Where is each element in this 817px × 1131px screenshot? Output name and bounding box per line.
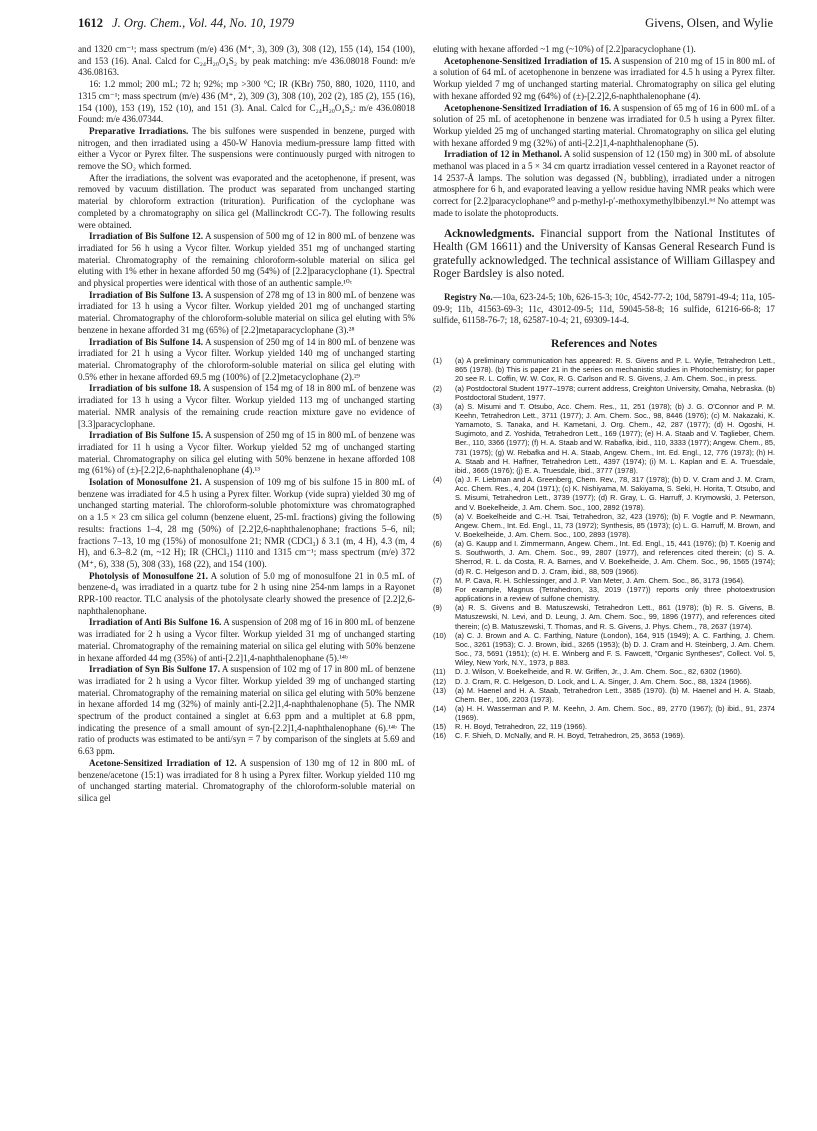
references-list [433, 356, 775, 741]
reference-item: (10) (a) C. J. Brown and A. C. Farthing, Nature (London), 164, 915 (1949); A. C. Farthing, J. Chem. Soc., 3261 (1953); C. J. Brown, ibid., 3265 (1953); (b) D. J. Cram and H. Steinberg, J. Am. Chem. Soc., 73, 5691 (1951); (c) H. E. Winberg and F. S. Fawcett, "Organic Syntheses", Collect. Vol. 5, Wiley, New York, N.Y., 1973, p 883. [433, 630, 775, 668]
header-left [78, 16, 294, 31]
paragraph: Acetone-Sensitized Irradiation of 12. A suspension of 130 mg of 12 in 800 mL of benzene/acetone (15:1) was irradiated for 8 h using a Pyrex filter. Workup yielded 110 mg of unchanged starting material. Chromatography of the chloroform-soluble material on silica gel [78, 757, 415, 803]
reference-item: (11) D. J. Wilson, V. Boekelheide, and R. W. Griffen, Jr., J. Am. Chem. Soc., 82, 6302 (1960). [433, 667, 742, 677]
header-authors: Givens, Olsen, and Wylie [645, 16, 773, 30]
paragraph: Acetophenone-Sensitized Irradiation of 16. A suspension of 65 mg of 16 in 600 mL of a solution of 25 mL of acetophenone in benzene was irradiated for 0.5 h using a Pyrex filter. Workup yielded 25 mg of unchanged starting material. Chromatography on silica gel eluting with hexane afforded 9 mg (32%) of anti-[2.2]1,4-naphthalenophane (5). [433, 102, 775, 148]
running-header [78, 16, 773, 36]
reference-item: (4) (a) J. F. Liebman and A. Greenberg, Chem. Rev., 78, 317 (1978); (b) D. V. Cram and J. M. Cram, Acc. Chem. Res., 4, 204 (1971); (c) K. Nishiyama, M. Sakiyama, S. Seki, H. Horita, T. Otsubo, and S. Misumi, Tetrahedron Lett., 3739 (1977); (d) R. Gray, L. G. Harruff, J. Krymowski, J. Peterson, and V. Boekelheide, J. Am. Chem. Soc., 100, 2892 (1978). [433, 475, 775, 512]
paragraph: Irradiation of Bis Sulfone 12. A suspension of 500 mg of 12 in 800 mL of benzene was irradiated for 56 h using a Vycor filter. Workup yielded 351 mg of unchanged starting material. Chromatography of the remaining chloroform-soluble material on silica gel eluting with 1% ether in hexane afforded 50 mg (54%) of [2.2]paracyclophane (1). Spectral and physical properties were identical with those of an authentic sample.¹⁰ᶜ [78, 231, 415, 289]
reference-item: (7) M. P. Cava, R. H. Schlessinger, and J. P. Van Meter, J. Am. Chem. Soc., 86, 3173 (1964). [433, 575, 745, 585]
journal-citation: J. Org. Chem., Vol. 44, No. 10, 1979 [112, 16, 294, 30]
reference-item: (8) For example, Magnus (Tetrahedron, 33, 2019 (1977)) reports only three photoextrusion applications in a review of sulfone chemistry. [433, 584, 775, 604]
reference-item: (13) (a) M. Haenel and H. A. Staab, Tetrahedron Lett., 3585 (1970). (b) M. Haenel and H. A. Staab, Chem. Ber., 106, 2203 (1973). [433, 685, 775, 704]
paragraph: Irradiation of 12 in Methanol. A solid suspension of 12 (150 mg) in 300 mL of absolute methanol was placed in a 5 × 34 cm quartz irradiation vessel centered in a Rayonet reactor of 14 2537-Å lamps. The solution was degassed (N₂ bubbling), irradiated under a nitrogen atmosphere for 6 h, and evaporated leaving a yellow residue having NMR peaks which were correct for [2.2]paracyclophane¹⁰ and p-methyl-p′-methoxymethylbibenzyl.⁶ᵈ No attempt was made to isolate the photoproducts. [433, 149, 775, 218]
reference-item: (5) (a) V. Boekelheide and C.-H. Tsai, Tetrahedron, 32, 423 (1976); (b) F. Vogtle and P. Newmann, Angew. Chem., Int. Ed. Engl., 11, 73 (1972); Synthesis, 85 (1973); (c) L. G. Harruff, M. Brown, and V. Boekelheide, J. Am. Chem. Soc., 100, 2893 (1978). [433, 511, 775, 539]
left-column [78, 44, 415, 1114]
paragraph: 16: 1.2 mmol; 200 mL; 72 h; 92%; mp >300 °C; IR (KBr) 750, 880, 1020, 1110, and 1315 cm⁻¹; mass spectrum (m/e) 436 (M⁺, 2), 309 (3), 308 (10), 202 (2), 185 (2), 155 (16), 154 (100), 153 (19), 152 (10), and 151 (3). Anal. Calcd for C₂₄H₂₀O₄S₂: m/e 436.08018 Found: m/e 436.07344. [78, 79, 415, 125]
paragraph: Irradiation of Syn Bis Sulfone 17. A suspension of 102 mg of 17 in 800 mL of benzene was irradiated for 2 h using a Vycor filter. Workup yielded 39 mg of unchanged starting material. Chromatography of the remaining material on silica gel eluting with 50% benzene in hexane afforded 14 mg (32%) of mainly anti-[2.2]1,4-naphthalenophane (5). The NMR spectrum of the product contained a singlet at 6.63 ppm and a multiplet at 6.8 ppm, indicating the presence of a small amount of syn-[2.2]1,4-naphthalenophane (6).¹⁴ᵇ The ratio of products was estimated to be anti/syn = 7 by comparison of the singlets at 5.69 and 6.63 ppm. [78, 664, 415, 757]
paragraph: Photolysis of Monosulfone 21. A solution of 5.0 mg of monosulfone 21 in 0.5 mL of benzene-d₆ was irradiated in a quartz tube for 2 h using nine 254-nm lamps in a Rayonet RPR-100 reactor. TLC analysis of the photolysate clearly showed the presence of [2.2]2,6-naphthalenophane. [78, 570, 415, 616]
paragraph: Irradiation of Anti Bis Sulfone 16. A suspension of 208 mg of 16 in 800 mL of benzene was irradiated for 2 h using a Vycor filter. Workup yielded 31 mg of unchanged starting material. Chromatography of the remaining material on silica gel eluting with 50% benzene in hexane afforded 44 mg (35%) of anti-[2.2]1,4-naphthalenophane (5).¹⁴ᵇ [78, 617, 415, 663]
paragraph: Irradiation of Bis Sulfone 14. A suspension of 250 mg of 14 in 800 mL of benzene was irradiated for 21 h using a Vycor filter. Workup yielded 140 mg of unchanged starting material. Chromatography of the chloroform-soluble material on silica gel eluting with 0.5% ether in hexane afforded 69.5 mg (100%) of [2.2]metacyclophane (2).²⁹ [78, 336, 415, 382]
reference-item: (16) C. F. Shieh, D. McNally, and R. H. Boyd, Tetrahedron, 25, 3653 (1969). [433, 731, 685, 741]
registry-numbers: Registry No.—10a, 623-24-5; 10b, 626-15-3; 10c, 4542-77-2; 10d, 58791-49-4; 11a, 105-09-9; 11b, 41563-69-3; 11c, 43012-09-5; 11d, 59045-58-8; 16 sulfide, 61216-66-8; 17 sulfide, 61158-76-7; 18, 62587-10-4; 21, 69309-14-4. [433, 291, 775, 326]
paragraph: Irradiation of bis sulfone 18. A suspension of 154 mg of 18 in 800 mL of benzene was irradiated for 13 h using a Vycor filter. Workup yielded 113 mg of unchanged starting material. NMR analysis of the remaining crude reaction mixture gave no evidence of [3.3]paracyclophane. [78, 383, 415, 429]
reference-item: (12) D. J. Cram, R. C. Helgeson, D. Lock, and L. A. Singer, J. Am. Chem. Soc., 88, 1324 (1966). [433, 676, 752, 686]
right-column [433, 44, 775, 1084]
reference-item: (14) (a) H. H. Wasserman and P. M. Keehn, J. Am. Chem. Soc., 89, 2770 (1967); (b) ibid., 91, 2374 (1969). [433, 703, 775, 723]
paragraph: eluting with hexane afforded ~1 mg (~10%) of [2.2]paracyclophane (1). [433, 44, 696, 54]
paragraph: After the irradiations, the solvent was evaporated and the acetophenone, if present, was removed by vacuum distillation. The product was separated from unchanged starting material by chloroform extraction (trituration). Purification of the cyclophane was completed by a chromatography on silica gel (Mallinckrodt CC-7). The following results were obtained. [78, 172, 415, 230]
reference-item: (15) R. H. Boyd, Tetrahedron, 22, 119 (1966). [433, 722, 587, 732]
paragraph: Irradiation of Bis Sulfone 15. A suspension of 250 mg of 15 in 800 mL of benzene was irradiated for 11 h using a Vycor filter. Workup yielded 52 mg of unchanged starting material. Chromatography on silica gel eluting with 50% benzene in hexane afforded 108 mg (61%) of (±)-[2.2]2,6-naphthalenophane (4).¹³ [78, 430, 415, 476]
paragraph: Acetophenone-Sensitized Irradiation of 15. A suspension of 210 mg of 15 in 800 mL of a solution of 64 mL of acetophenone in benzene was irradiated for 4.5 h using a Pyrex filter. Workup yielded 7 mg of unchanged starting material. Chromatography on silica gel eluting with hexane afforded 92 mg (64%) of (±)-[2.2]2,6-naphthalenophane (4). [433, 55, 775, 101]
reference-item: (2) (a) Postdoctoral Student 1977–1978; current address, Creighton University, Omaha, Nebraska. (b) Postdoctoral Student, 1977. [433, 383, 775, 402]
reference-item: (9) (a) R. S. Givens and B. Matuszewski, Tetrahedron Lett., 861 (1978); (b) R. S. Givens, B. Matuszewski, N. Levi, and D. Leung, J. Am. Chem. Soc., 99, 1896 (1977), and references cited therein; (c) B. Matuszewski, T. Thomas, and R. S. Givens, J. Phys. Chem., 78, 2637 (1974). [433, 603, 775, 631]
paragraph: Preparative Irradiations. The bis sulfones were suspended in benzene, purged with nitrogen, and then irradiated using a 450-W Hanovia medium-pressure lamp fitted with either a Vycor or Pyrex filter. The suspensions were continuously purged with nitrogen to remove the SO₂ which formed. [78, 125, 415, 172]
paragraph: and 1320 cm⁻¹; mass spectrum (m/e) 436 (M⁺, 3), 309 (3), 308 (12), 155 (14), 154 (100), and 153 (16). Anal. Calcd for C₂₄H₂₀O₄S₂ by peak matching: m/e 436.08018 Found: m/e 436.08163. [78, 44, 415, 78]
reference-item: (3) (a) S. Misumi and T. Otsubo, Acc. Chem. Res., 11, 251 (1978); (b) J. G. O'Connor and P. M. Keehn, Tetrahedron Lett., 3711 (1977); J. Am. Chem. Soc., 98, 8446 (1976); (c) M. Nakazaki, K. Yamamoto, S. Tanaka, and H. Kametani, J. Org. Chem., 42, 287 (1977); (d) H. Ogoshi, H. Sugimoto, and Z. Yoshida, Tetrahedron Lett., 169 (1977); (e) H. A. Staab and V. Taglieber, Chem. Ber., 110, 3366 (1977); (f) H. A. Staab and W. Rabafka, ibid., 110, 3333 (1977); Angew. Chem., 85, 731 (1975); (g) W. Rebafka and H. A. Staab, Angew. Chem., Int. Ed. Engl., 12, 776 (1973); (h) H. A. Staab and H. Haffner, Tetrahedron Lett., 4397 (1974); (i) M. L. Kaplan and E. A. Truesdale, ibid., 3665 (1976); (j) E. A. Truesdale, ibid., 3777 (1978). [433, 401, 775, 475]
reference-item: (6) (a) G. Kaupp and I. Zimmermann, Angew. Chem., Int. Ed. Engl., 15, 441 (1976); (b) T. Koenig and S. Southworth, J. Am. Chem. Soc., 99, 2807 (1977), and references cited therein; (c) S. A. Sherrod, R. L. da Costa, R. A. Barnes, and V. Boekelheide, J. Am. Chem. Soc., 96, 1565 (1974); (d) R. C. Helgeson and D. J. Cram, ibid., 88, 509 (1966). [433, 539, 775, 576]
page-number: 1612 [78, 16, 103, 30]
paragraph: Irradiation of Bis Sulfone 13. A suspension of 278 mg of 13 in 800 mL of benzene was irradiated for 13 h using a Vycor filter. Workup yielded 201 mg of unchanged starting material. Chromatography of the chloroform-soluble material on silica gel eluting with 5% benzene in hexane afforded 31 mg (65%) of [2.2]metaparacyclophane (3).²⁸ [78, 289, 415, 335]
reference-item: (1) (a) A preliminary communication has appeared: R. S. Givens and P. L. Wylie, Tetrahedron Lett., 865 (1978). (b) This is paper 21 in the series on mechanistic studies in Photochemistry; for paper 20 see R. L. Coffin, W. W. Cox, R. G. Carlson and R. S. Givens, J. Am. Chem. Soc., in press. [433, 356, 775, 384]
paragraph: Isolation of Monosulfone 21. A suspension of 109 mg of bis sulfone 15 in 800 mL of benzene was irradiated for 4.5 h using a Pyrex filter. Workup (vide supra) yielded 30 mg of unchanged starting material. The chloroform-soluble photomixture was chromatographed on a 1.5 × 23 cm silica gel column (benzene eluent, 25-mL fractions) giving the following results: fractions 1–4, 28 mg (50%) of [2.2]2,6-naphthalenophane; fractions 5–6, nil; fractions 7–13, 10 mg (15%) of monosulfone 21; NMR (CDCl₃) δ 3.1 (m, 4 H), 4.3 (m, 4 H), and 6.3–8.2 (m, ~12 H); IR (CHCl₃) 1110 and 1315 cm⁻¹; mass spectrum (m/e) 372 (M⁺, 6), 338 (5), 308 (33), 168 (22), and 154 (100). [78, 477, 415, 569]
acknowledgments: Acknowledgments. Financial support from the National Institutes of Health (GM 16611) and the University of Kansas General Research Fund is gratefully acknowledged. The technical assistance of William Gillaspey and Roger Bardsley is also noted. [433, 227, 775, 281]
references-heading: References and Notes [550, 337, 658, 351]
